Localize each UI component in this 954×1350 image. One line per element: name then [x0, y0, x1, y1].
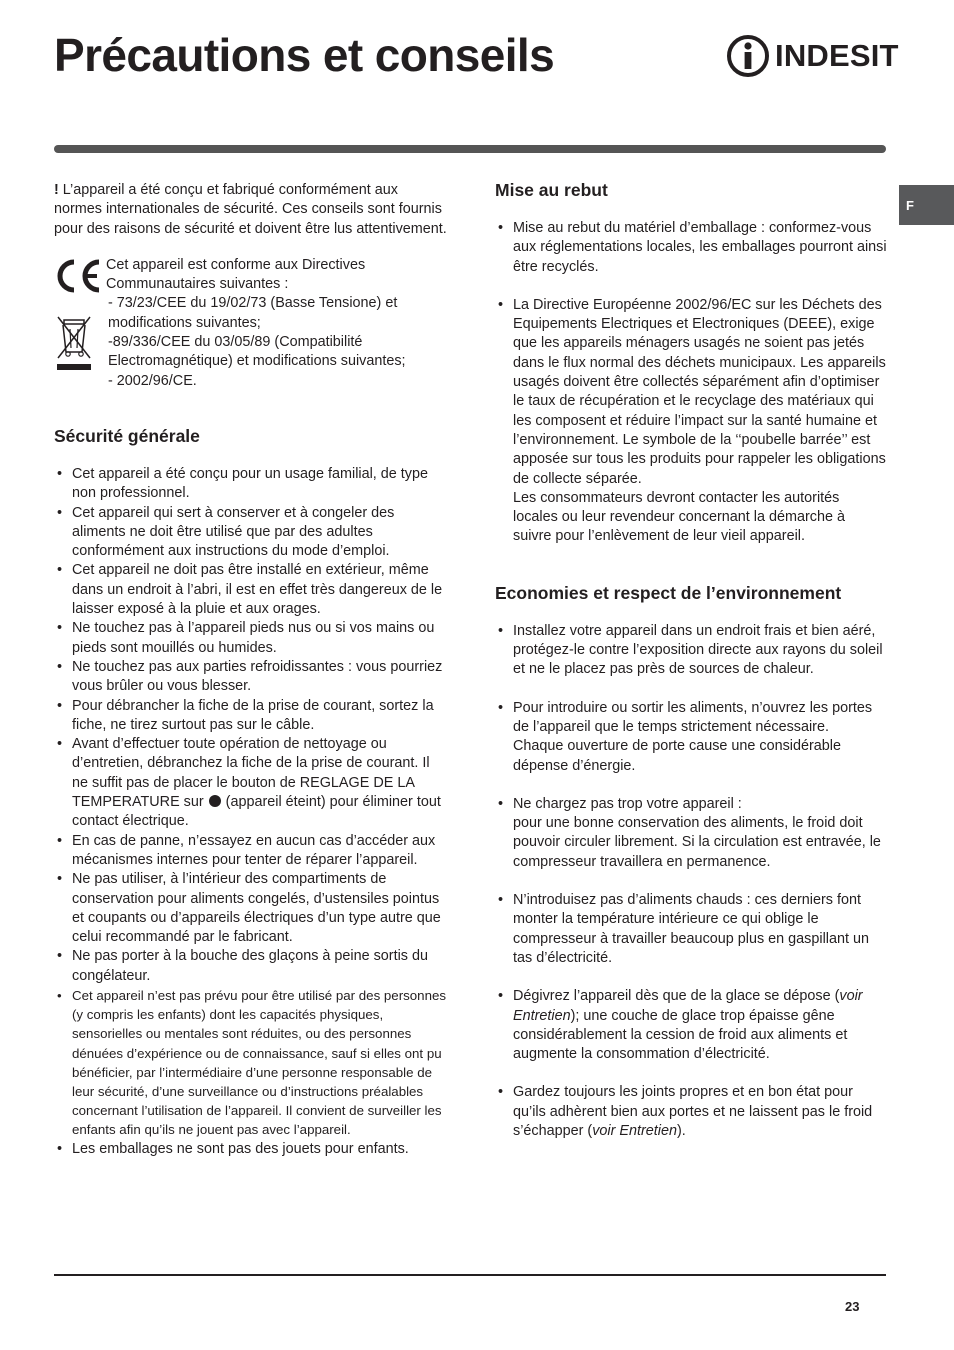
intro-paragraph: [54, 181, 449, 239]
list-item-text: Ne chargez pas trop votre appareil :: [513, 795, 742, 812]
warning-mark: !: [54, 182, 59, 198]
cross-reference: voir Entretien: [592, 1122, 677, 1139]
language-tab: [899, 185, 954, 225]
list-item-text: Pour introduire ou sortir les aliments, n’ouvrez les portes de l’appareil que le temps strictement nécessaire.: [513, 699, 873, 735]
list-item-note: Les consommateurs devront contacter les autorités locales ou leur revendeur concernant la démarche à suivre pour l’enlèvement de leur vieil appareil.: [513, 489, 845, 545]
list-item: • Mise au rebut du matériel d’emballage : conformez-vous aux réglementations locales, les emballages pourront ainsi être recyclés.: [495, 219, 887, 277]
directives-line: -89/336/CEE du 03/05/89 (Compatibilité Electromagnétique) et modifications suivantes;: [108, 334, 406, 370]
list-item: • Pour débrancher la fiche de la prise de courant, sortez la fiche, ne tirez surtout pas sur le câble.: [54, 697, 449, 736]
directives-line: Cet appareil est conforme aux Directives Communautaires suivantes :: [106, 256, 366, 293]
crossed-bin-icon: [54, 314, 94, 374]
list-item: • N’introduisez pas d’aliments chauds : ces derniers font monter la température intérieure ce qui oblige le compresseur à travailler beaucoup plus en gaspillant un tas d’électricité.: [495, 891, 887, 968]
directives-line: - 73/23/CEE du 19/02/73 (Basse Tensione) et modifications suivantes;: [108, 295, 398, 331]
list-item: • Ne pas porter à la bouche des glaçons à peine sortis du congélateur.: [54, 947, 449, 986]
list-item-text: ).: [677, 1122, 686, 1139]
list-item: [495, 296, 887, 547]
directives-text: [106, 256, 449, 391]
intro-text: L’appareil a été conçu et fabriqué conformément aux normes internationales de sécurité. Ces conseils sont fournis pour des raisons de sécurité et doivent être lus attentivement.: [54, 182, 447, 237]
list-item-text: Dégivrez l’appareil dès que de la glace se dépose (: [513, 988, 840, 1005]
list-item: • Ne touchez pas aux parties refroidissantes : vous pourriez vous brûler ou vous blesser.: [54, 658, 449, 697]
directives-line: - 2002/96/CE.: [108, 372, 197, 389]
off-position-dot-icon: [209, 795, 221, 807]
rebut-list: [495, 219, 887, 547]
section-heading-securite: Sécurité générale: [54, 425, 200, 446]
list-item-text: Gardez toujours les joints propres et en bon état pour qu’ils adhèrent bien aux portes et ne laissent pas le froid s’échapper (: [513, 1084, 873, 1139]
header-rule: [54, 145, 886, 153]
page-number: 23: [845, 1299, 860, 1314]
ce-mark-icon: [54, 258, 102, 294]
left-column: [54, 181, 449, 1159]
brand-logo: [726, 34, 899, 78]
list-item: • Installez votre appareil dans un endroit frais et bien aéré, protégez-le contre l’exposition directe aux rayons du soleil et ne le placez pas près de sources de chaleur.: [495, 622, 887, 680]
list-item: • Ne touchez pas à l’appareil pieds nus ou si vos mains ou pieds sont mouillés ou humides.: [54, 619, 449, 658]
directives-block: [54, 256, 449, 391]
indesit-circle-i-logo-icon: [726, 34, 770, 78]
list-item-text: (appareil éteint) pour éliminer tout contact électrique.: [72, 794, 441, 830]
list-item-text: Avant d’effectuer toute opération de nettoyage ou d’entretien, débranchez la fiche de la prise de courant. Il ne suffit pas de placer le bouton de REGLAGE DE LA TEMPERATURE sur: [72, 736, 430, 811]
list-item: • Les emballages ne sont pas des jouets pour enfants.: [54, 1140, 449, 1159]
right-column: [495, 181, 887, 1141]
section-heading-eco: Economies et respect de l’environnement: [495, 582, 842, 603]
list-item: • En cas de panne, n’essayez en aucun cas d’accéder aux mécanismes internes pour tenter de réparer l’appareil.: [54, 832, 449, 871]
footer-rule: [54, 1274, 886, 1276]
securite-list: [54, 465, 449, 1159]
list-item: • Cet appareil qui sert à conserver et à congeler des aliments ne doit être utilisé que par des adultes conformément aux instructions du mode d’emploi.: [54, 504, 449, 562]
eco-list: [495, 622, 887, 1142]
cross-reference: voir Entretien: [513, 988, 863, 1024]
list-item: [495, 987, 887, 1064]
directive-icons: [54, 256, 106, 391]
list-item: [54, 735, 449, 831]
page-title: Précautions et conseils: [54, 29, 555, 81]
list-item-note: pour une bonne conservation des aliments, le froid doit pouvoir circuler librement. Si la circulation est entravée, le compresseur travaillera en permanence.: [513, 815, 881, 870]
list-item: • Cet appareil ne doit pas être installé en extérieur, même dans un endroit à l’abri, il est en effet très dangereux de le laisser exposé à la pluie et aux orages.: [54, 561, 449, 619]
list-item: [495, 795, 887, 872]
list-item: • Cet appareil n’est pas prévu pour être utilisé par des personnes (y compris les enfants) dont les capacités physiques, sensorielles ou mentales sont réduites, ou des personnes dénuées d’expérience ou de connaissance, sauf si elles ont pu bénéficier, par l’intermédiaire d’une personne responsable de leur sécurité, d’une surveillance ou d’instructions préalables concernant l’utilisation de l’appareil. Il convient de surveiller les enfants afin qu’ils ne jouent pas avec l’appareil.: [54, 986, 449, 1140]
list-item: [495, 1083, 887, 1141]
list-item: • Ne pas utiliser, à l’intérieur des compartiments de conservation pour aliments congelés, d’ustensiles pointus et coupants ou d’appareils électriques d’un type autre que celui recommandé par le fabricant.: [54, 870, 449, 947]
language-tab-label: F: [906, 197, 914, 213]
list-item-text: La Directive Européenne 2002/96/EC sur les Déchets des Equipements Electriques et Electroniques (DEEE), exige que les appareils ménagers usagés ne soient pas jetés dans le flux normal des déchets municipaux. Les appareils usagés doivent être collectés séparément afin d’optimiser le taux de récupération et le recyclage des matériaux qui les composent et réduire l’impact sur la santé humaine et l’environnement. Le symbole de la ‘‘poubelle barrée’’ est apposée sur tous les produits pour rappeler les obligations de collecte séparée.: [513, 296, 886, 487]
section-heading-rebut: Mise au rebut: [495, 180, 608, 200]
brand-name: INDESIT: [775, 38, 899, 73]
list-item: • Cet appareil a été conçu pour un usage familial, de type non professionnel.: [54, 465, 449, 504]
list-item: [495, 699, 887, 776]
list-item-text: ); une couche de glace trop épaisse gêne considérablement la cession de froid aux aliments et augmente la consommation d’électricité.: [513, 1007, 848, 1063]
list-item-note: Chaque ouverture de porte cause une considérable dépense d’énergie.: [513, 738, 842, 774]
